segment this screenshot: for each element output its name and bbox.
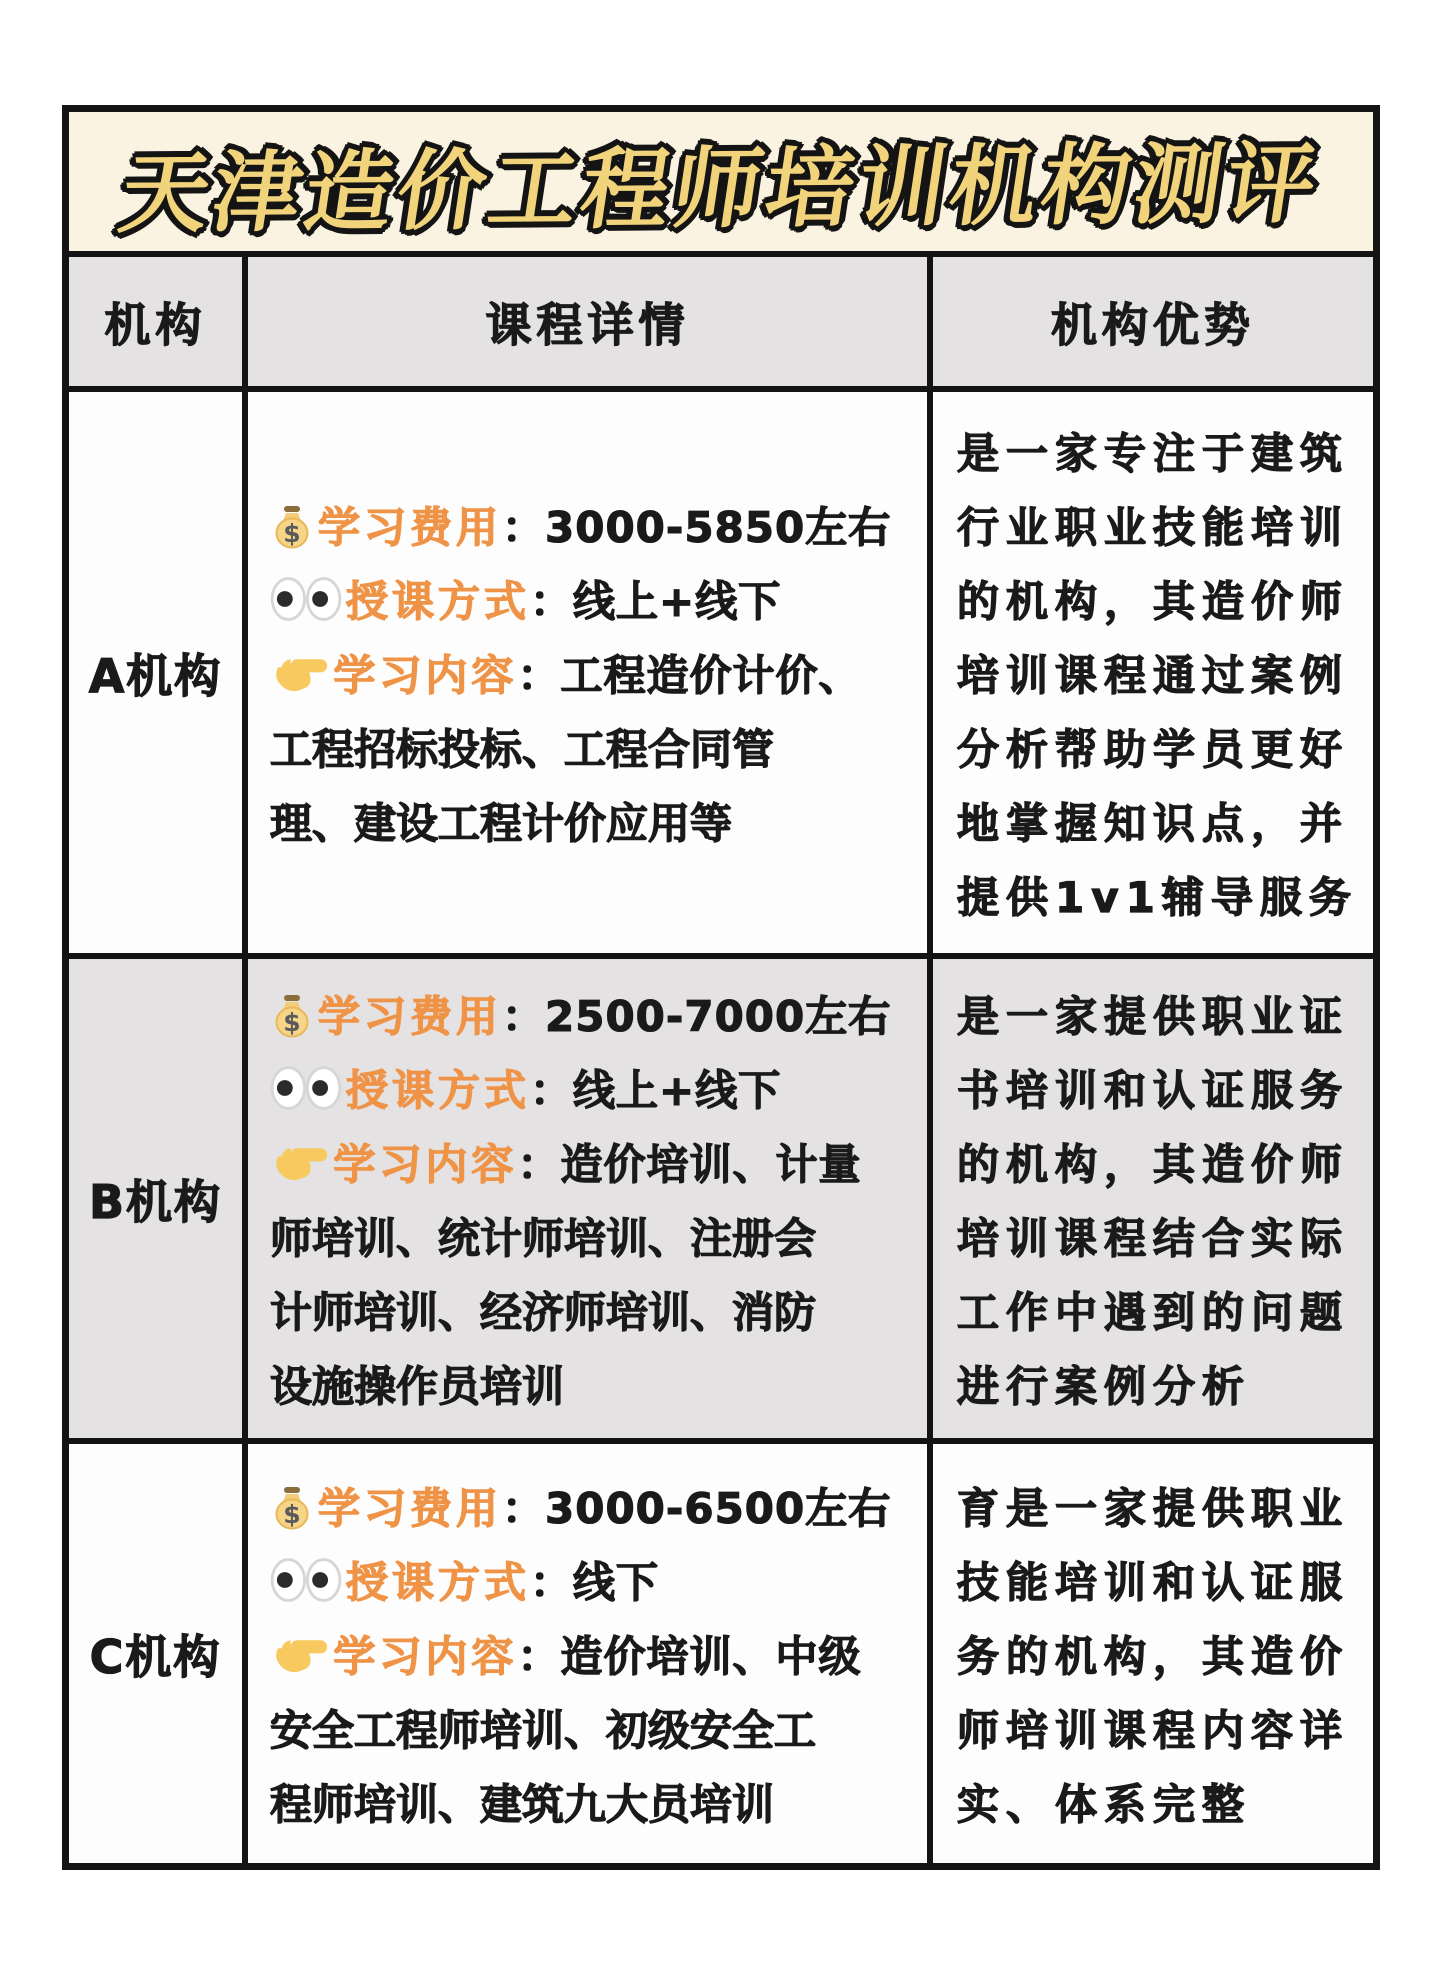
detail-label: 授课方式: [346, 1557, 531, 1607]
advantage-line: 务的机构，其造价: [957, 1631, 1350, 1681]
detail-line-mode: [270, 1051, 917, 1125]
detail-line-content: [270, 1125, 917, 1199]
advantage-line: 提供1v1辅导服务: [957, 872, 1358, 922]
detail-value: ：3000-6500左右: [502, 1483, 892, 1533]
detail-line-mode: [270, 562, 917, 636]
advantage-line: 进行案例分析: [957, 1361, 1252, 1411]
column-header-advantages: 机构优势: [1051, 297, 1255, 352]
detail-label: 授课方式: [346, 576, 531, 626]
course-details-cell: [248, 392, 933, 953]
title-band: [69, 112, 1373, 257]
detail-label: 授课方式: [346, 1065, 531, 1115]
detail-label: 学习费用: [318, 991, 503, 1041]
eyes-icon: [270, 1556, 342, 1604]
table-row: [69, 1444, 1373, 1863]
pointing-right-icon: [270, 1138, 329, 1186]
org-label: C机构: [69, 1444, 248, 1863]
detail-label: 学习内容: [333, 1139, 518, 1189]
detail-line-content: [270, 1617, 917, 1691]
detail-value: ：造价培训、中级: [517, 1631, 862, 1681]
detail-value: ：2500-7000左右: [502, 991, 892, 1041]
eyes-icon: [270, 575, 342, 623]
table-row: [69, 392, 1373, 959]
advantage-line: 培训课程通过案例: [957, 650, 1350, 700]
advantage-line: 书培训和认证服务: [957, 1065, 1350, 1115]
detail-value: ：线上+线下: [530, 576, 782, 626]
detail-value: ：线下: [530, 1557, 660, 1607]
detail-value: ：线上+线下: [530, 1065, 782, 1115]
detail-line-continuation: 计师培训、经济师培训、消防: [270, 1287, 817, 1337]
detail-label: 学习内容: [333, 1631, 518, 1681]
advantage-line: 培训课程结合实际: [957, 1213, 1350, 1263]
money-bag-icon: [270, 501, 314, 549]
money-bag-icon: [270, 990, 314, 1038]
advantage-line: 师培训课程内容详: [957, 1705, 1350, 1755]
detail-line-fee: [270, 1469, 917, 1543]
advantage-line: 技能培训和认证服: [957, 1557, 1350, 1607]
course-details-cell: [248, 1444, 933, 1863]
advantage-line: 地掌握知识点，并: [957, 798, 1350, 848]
advantage-line: 实、体系完整: [957, 1779, 1252, 1829]
detail-line-continuation: 理、建设工程计价应用等: [270, 798, 733, 848]
advantage-line: 是一家专注于建筑: [957, 428, 1350, 478]
advantage-line: 分析帮助学员更好: [957, 724, 1350, 774]
advantage-line: 行业职业技能培训: [957, 502, 1350, 552]
detail-line-continuation: 师培训、统计师培训、注册会: [270, 1213, 817, 1263]
detail-value: ：工程造价计价、: [517, 650, 862, 700]
table-row: [69, 959, 1373, 1444]
page-title: 天津造价工程师培训机构测评: [113, 131, 1327, 245]
detail-value: ：造价培训、计量: [517, 1139, 862, 1189]
comparison-table: [62, 105, 1380, 1870]
pointing-right-icon: [270, 1630, 329, 1678]
detail-line-continuation: 设施操作员培训: [270, 1361, 565, 1411]
eyes-icon: [270, 1064, 342, 1112]
detail-line-continuation: 程师培训、建筑九大员培训: [270, 1779, 775, 1829]
detail-line-continuation: 工程招标投标、工程合同管: [270, 724, 775, 774]
advantage-line: 育是一家提供职业: [957, 1483, 1350, 1533]
advantage-line: 的机构，其造价师: [957, 576, 1350, 626]
detail-line-mode: [270, 1543, 917, 1617]
advantage-cell: [933, 959, 1373, 1438]
pointing-right-icon: [270, 649, 329, 697]
detail-line-content: [270, 636, 917, 710]
detail-label: 学习内容: [333, 650, 518, 700]
column-header-course-details: 课程详情: [248, 257, 933, 386]
detail-line-continuation: 安全工程师培训、初级安全工: [270, 1705, 817, 1755]
advantage-line: 工作中遇到的问题: [957, 1287, 1350, 1337]
advantage-cell: [933, 1444, 1373, 1863]
money-bag-icon: [270, 1482, 314, 1530]
detail-line-fee: [270, 488, 917, 562]
course-details-cell: [248, 959, 933, 1438]
org-label: A机构: [69, 392, 248, 953]
advantage-cell: [933, 392, 1373, 953]
advantage-line: 的机构，其造价师: [957, 1139, 1350, 1189]
column-header-org: 机构: [69, 257, 248, 386]
advantage-line: 是一家提供职业证: [957, 991, 1350, 1041]
detail-line-fee: [270, 977, 917, 1051]
table-header-row: [69, 257, 1373, 392]
detail-label: 学习费用: [318, 502, 503, 552]
org-label: B机构: [69, 959, 248, 1438]
detail-label: 学习费用: [318, 1483, 503, 1533]
detail-value: ：3000-5850左右: [502, 502, 892, 552]
